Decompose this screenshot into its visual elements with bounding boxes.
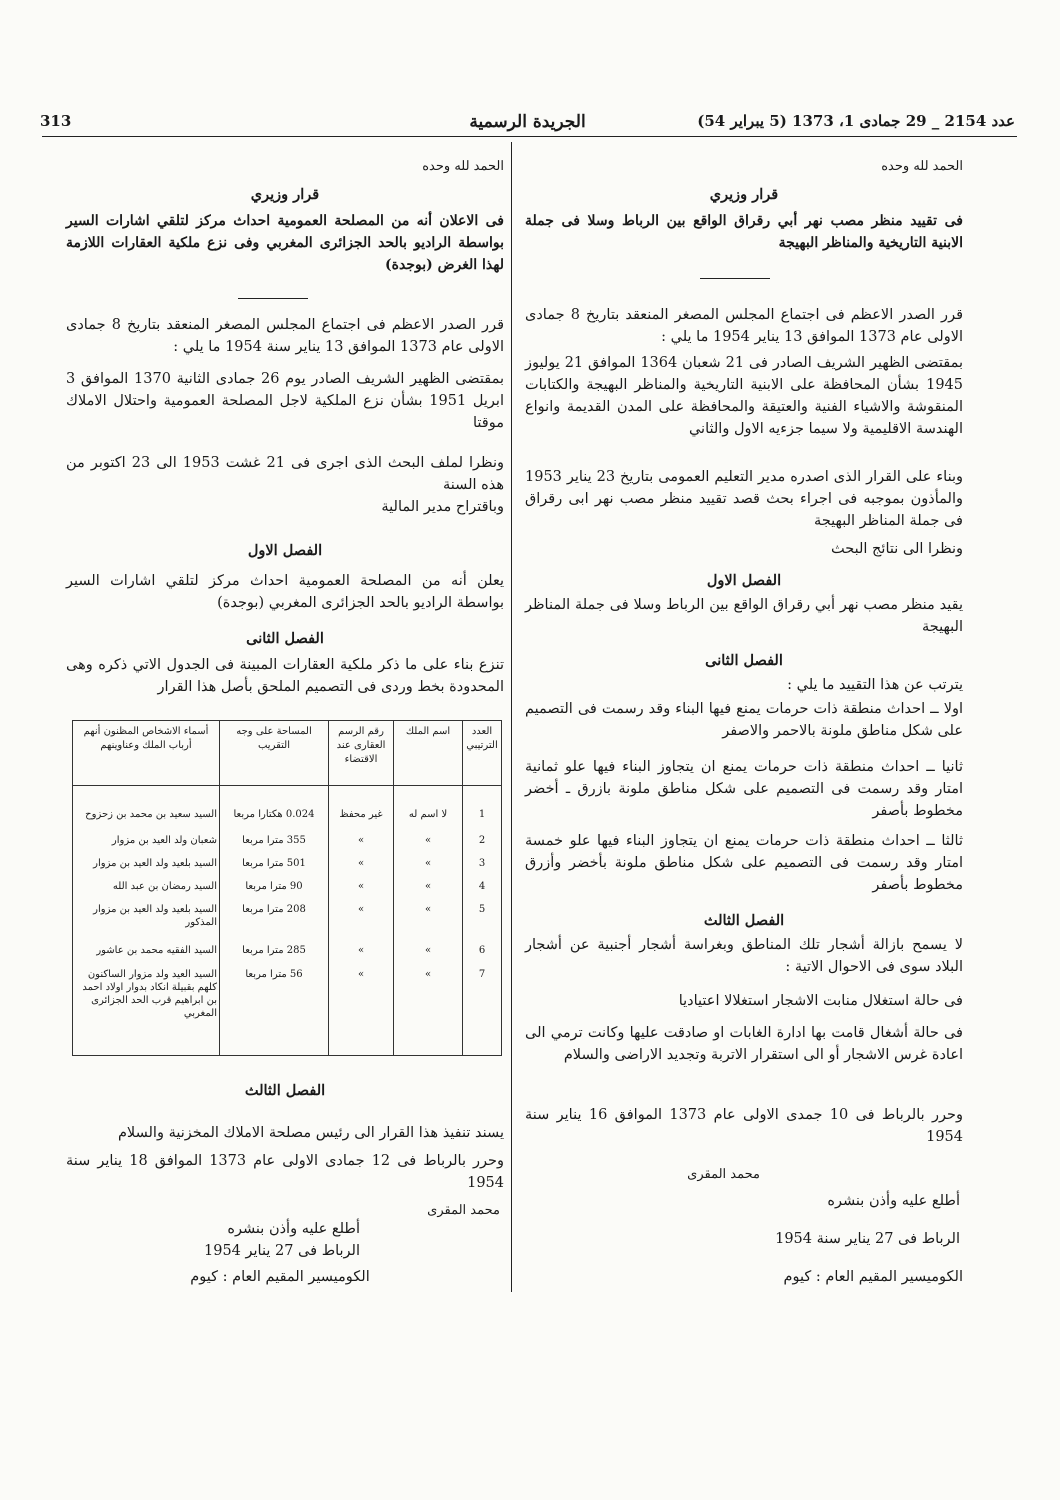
right-chapter-2-title: الفصل الثانى <box>705 652 783 669</box>
property-table <box>72 720 502 1056</box>
table-row <box>73 878 502 901</box>
cell-title-number: » <box>329 832 394 855</box>
column-divider <box>511 142 512 1292</box>
cell-title-number: » <box>329 942 394 965</box>
table-header: المساحة على وجه التقريب <box>220 721 329 786</box>
right-para-3: وبناء على القرار الذى اصدره مدير التعليم العمومى بتاريخ 23 يناير 1953 والمأذون بموجبه فى اجراء بحث قصد تقييد منظر مصب نهر ابى رقراق فى جملة المناظر البهيجة <box>525 469 963 529</box>
right-signer: محمد المقرى <box>687 1167 760 1182</box>
right-seen: أطلع عليه وأذن بنشره <box>827 1193 960 1209</box>
right-invocation: الحمد لله وحده <box>881 159 963 174</box>
cell-area: 90 مترا مربعا <box>220 878 329 901</box>
left-chapter-2-text: تنزع بناء على ما ذكر ملكية العقارات المبينة فى الجدول الاتي ذكره وهى المحدودة بخط وردى فى التصميم الملحق بأصل هذا القرار <box>66 657 504 695</box>
right-chapter-2-item-b: ثانيا ــ احداث منطقة ذات حرمات يمنع ان يتجاوز البناء فيها علو ثمانية امتار وقد رسمت فى التصميم على شكل مناطق ملونة بازرق ـ أخضر مخطوط بأصفر <box>525 759 963 819</box>
right-chapter-3-title: الفصل الثالث <box>703 912 785 929</box>
left-para-4: وباقتراح مدير المالية <box>381 499 504 515</box>
issue-number: عدد 2154 _ 29 جمادى 1، 1373 (5 يبراير 54) <box>697 112 1015 130</box>
page-number: 313 <box>40 112 72 130</box>
right-chapter-3-item-b: فى حالة أشغال قامت بها ادارة الغابات او صادقت عليها وكانت ترمي الى اعادة غرس الاشجار أو الى استقرار الاتربة وتجديد الاراضى والسلام <box>525 1025 963 1063</box>
right-chapter-1-title: الفصل الاول <box>706 572 782 589</box>
table-header-row <box>73 721 502 786</box>
cell-area: 355 مترا مربعا <box>220 832 329 855</box>
cell-owner-name: » <box>394 855 463 878</box>
right-decree-title: قرار وزيري <box>709 186 779 203</box>
right-subject: فى تقييد منظر مصب نهر أبي رقراق الواقع بين الرباط وسلا فى جملة الابنية التاريخية والمناظر البهيجة <box>525 213 963 251</box>
left-signer: محمد المقرى <box>427 1203 500 1218</box>
right-para-2: بمقتضى الظهير الشريف الصادر فى 21 شعبان 1364 الموافق 21 يوليوز 1945 بشأن المحافظة على الابنية التاريخية والمناظر البهيجة والكتابات المنقوشة والاشياء الفنية والعتيقة والمحافظة على المدن القديمة وانواع الهندسة الاقليمية ولا سيما جزءيه الاول والثاني <box>525 355 964 437</box>
right-date: وحرر بالرباط فى 10 جمدى الاولى عام 1373 الموافق 16 يناير سنة 1954 <box>525 1107 963 1145</box>
cell-persons: السيد سعيد بن محمد بن زحزوح <box>73 786 220 832</box>
left-para-2: بمقتضى الظهير الشريف الصادر يوم 26 جمادى الثانية 1370 الموافق 3 ابريل 1951 بشأن نزع الملكية لاجل المصلحة العمومية واحتلال الاملاك موقتا <box>66 371 505 431</box>
left-para-1: قرر الصدر الاعظم فى اجتماع المجلس المصغر المنعقد بتاريخ 8 جمادى الاولى عام 1373 الموافق 13 يناير سنة 1954 ما يلي : <box>66 317 504 355</box>
cell-number: 1 <box>463 786 502 832</box>
cell-area: 501 مترا مربعا <box>220 855 329 878</box>
table-row <box>73 901 502 942</box>
right-chapter-1-text: يقيد منظر مصب نهر أبي رقراق الواقع بين الرباط وسلا فى جملة المناظر البهيجة <box>525 597 963 635</box>
cell-number: 7 <box>463 966 502 1056</box>
cell-title-number: » <box>329 901 394 942</box>
right-chapter-2-intro: يترتب عن هذا التقييد ما يلي : <box>787 677 963 693</box>
table-row <box>73 832 502 855</box>
left-invocation: الحمد لله وحده <box>422 159 504 174</box>
cell-persons: شعبان ولد العيد بن مزوار <box>73 832 220 855</box>
cell-number: 2 <box>463 832 502 855</box>
cell-owner-name: » <box>394 942 463 965</box>
cell-title-number: » <box>329 878 394 901</box>
table-header: اسم الملك <box>394 721 463 786</box>
left-chapter-3-text: يسند تنفيذ هذا القرار الى رئيس مصلحة الاملاك المخزنية والسلام <box>117 1125 504 1141</box>
left-date: وحرر بالرباط فى 12 جمادى الاولى عام 1373 الموافق 18 يناير سنة 1954 <box>66 1153 505 1191</box>
left-para-3: ونظرا لملف البحث الذى اجرى فى 21 غشت 1953 الى 23 اكتوبر من هذه السنة <box>66 455 504 493</box>
cell-persons: السيد العيد ولد مزوار الساكنون كلهم بقبيلة انكاد بدوار اولاد احمد بن ابراهيم قرب الحد الجزائرى المغربي <box>73 966 220 1056</box>
cell-persons: السيد بلعيد ولد العيد بن مزوار <box>73 855 220 878</box>
left-seen: أطلع عليه وأذن بنشره <box>227 1221 360 1237</box>
left-chapter-1-title: الفصل الاول <box>247 542 323 559</box>
left-chapter-2-title: الفصل الثانى <box>246 630 324 647</box>
right-para-1: قرر الصدر الاعظم فى اجتماع المجلس المصغر المنعقد بتاريخ 8 جمادى الاولى عام 1373 الموافق 13 يناير 1954 ما يلي : <box>525 307 963 345</box>
table-row <box>73 855 502 878</box>
cell-area: 56 مترا مربعا <box>220 966 329 1056</box>
cell-owner-name: » <box>394 901 463 942</box>
table-row <box>73 786 502 832</box>
cell-owner-name: » <box>394 966 463 1056</box>
left-subject-rule <box>238 298 308 299</box>
cell-number: 6 <box>463 942 502 965</box>
cell-area: 0.024 هكتارا مربعا <box>220 786 329 832</box>
table-header: أسماء الاشخاص المظنون أنهم أرباب الملك وعناوينهم <box>73 721 220 786</box>
cell-number: 3 <box>463 855 502 878</box>
cell-owner-name: لا اسم له <box>394 786 463 832</box>
cell-persons: السيد الفقيه محمد بن عاشور <box>73 942 220 965</box>
table-header: رقم الرسم العقارى عند الاقتضاء <box>329 721 394 786</box>
left-subject: فى الاعلان أنه من المصلحة العمومية احداث مركز لتلقي اشارات السير بواسطة الراديو بالحد الجزائرى المغربي وفى نزع ملكية العقارات اللازمة لهذا الغرض (بوجدة) <box>66 213 504 273</box>
right-commissioner: الكوميسير المقيم العام : كيوم <box>783 1269 963 1285</box>
cell-title-number: » <box>329 855 394 878</box>
right-chapter-3-item-a: فى حالة استغلال منابت الاشجار استغلالا اعتياديا <box>678 993 963 1009</box>
left-decree-title: قرار وزيري <box>250 186 320 203</box>
table-row <box>73 942 502 965</box>
cell-title-number: » <box>329 966 394 1056</box>
left-chapter-3-title: الفصل الثالث <box>244 1082 326 1099</box>
cell-persons: السيد بلعيد ولد العيد بن مزوار المذكور <box>73 901 220 942</box>
right-subject-rule <box>700 278 770 279</box>
page-header <box>40 112 1015 136</box>
header-rule <box>42 136 1017 137</box>
cell-owner-name: » <box>394 832 463 855</box>
right-chapter-2-item-a: اولا ــ احداث منطقة ذات حرمات يمنع فيها البناء وقد رسمت فى التصميم على شكل مناطق ملونة بالاحمر والاصفر <box>525 701 963 739</box>
right-para-4: ونظرا الى نتائج البحث <box>831 541 963 557</box>
cell-area: 285 مترا مربعا <box>220 942 329 965</box>
right-chapter-3-text: لا يسمح بازالة أشجار تلك المناطق وبغراسة أشجار أجنبية عن أشجار البلاد سوى فى الاحوال الاتية : <box>525 937 963 975</box>
cell-number: 4 <box>463 878 502 901</box>
gazette-title: الجريدة الرسمية <box>469 112 586 132</box>
right-seen-date: الرباط فى 27 يناير سنة 1954 <box>775 1231 960 1247</box>
table-row <box>73 966 502 1056</box>
cell-title-number: غير محفظ <box>329 786 394 832</box>
cell-area: 208 مترا مربعا <box>220 901 329 942</box>
cell-owner-name: » <box>394 878 463 901</box>
cell-persons: السيد رمضان بن عبد الله <box>73 878 220 901</box>
left-chapter-1-text: يعلن أنه من المصلحة العمومية احداث مركز لتلقي اشارات السير بواسطة الراديو بالحد الجزائرى المغربي (بوجدة) <box>66 573 504 611</box>
table-header: العدد الترتيبي <box>463 721 502 786</box>
left-seen-date: الرباط فى 27 يناير 1954 <box>204 1243 360 1259</box>
left-commissioner: الكوميسير المقيم العام : كيوم <box>190 1269 370 1285</box>
cell-number: 5 <box>463 901 502 942</box>
right-chapter-2-item-c: ثالثا ــ احداث منطقة ذات حرمات يمنع ان يتجاوز البناء فيها علو خمسة امتار وقد رسمت فى التصميم على شكل مناطق ملونة بأخضر وأزرق مخطوط بأصفر <box>525 833 963 893</box>
